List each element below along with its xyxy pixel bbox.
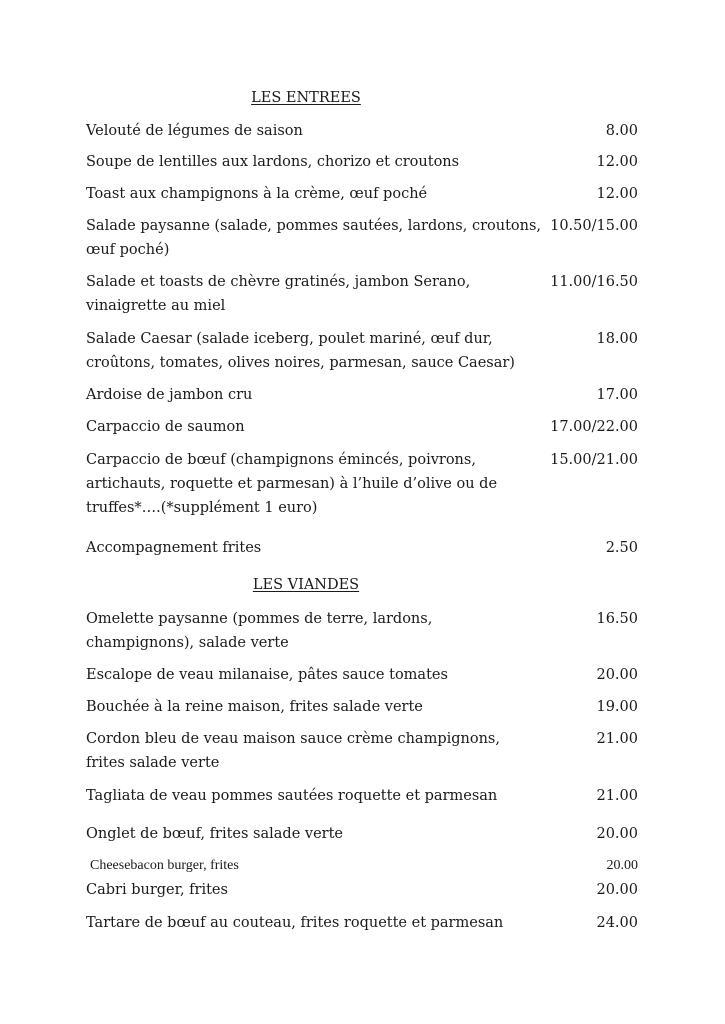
section-title-viandes: LES VIANDES bbox=[252, 577, 360, 593]
menu-item-price: 17.00/22.00 bbox=[550, 419, 638, 435]
menu-item-price: 8.00 bbox=[605, 123, 638, 139]
menu-item-name: Escalope de veau milanaise, pâtes sauce tomates bbox=[86, 667, 448, 683]
menu-item-name: Omelette paysanne (pommes de terre, lardons, champignons), salade verte bbox=[86, 611, 433, 651]
menu-item-price: 21.00 bbox=[596, 788, 638, 804]
menu-item-price: 15.00/21.00 bbox=[550, 452, 638, 468]
menu-item-price: 11.00/16.50 bbox=[550, 274, 638, 290]
menu-item-name: Salade Caesar (salade iceberg, poulet mariné, œuf dur, croûtons, tomates, olives noires, parmesan, sauce Caesar) bbox=[86, 331, 515, 371]
menu-item-name: Toast aux champignons à la crème, œuf poché bbox=[86, 186, 428, 202]
menu-item-price: 21.00 bbox=[596, 731, 638, 747]
menu-item-price: 16.50 bbox=[596, 611, 638, 627]
menu-item-name: Ardoise de jambon cru bbox=[86, 387, 253, 403]
menu-item-price: 18.00 bbox=[596, 331, 638, 347]
menu-item-name: Tartare de bœuf au couteau, frites roquette et parmesan bbox=[86, 915, 504, 931]
menu-item-name: Tagliata de veau pommes sautées roquette et parmesan bbox=[86, 788, 498, 804]
menu-item-price: 17.00 bbox=[596, 387, 638, 403]
menu-item-price: 12.00 bbox=[596, 186, 638, 202]
menu-item-name: Cordon bleu de veau maison sauce crème champignons, frites salade verte bbox=[86, 731, 500, 771]
menu-item-name: Carpaccio de saumon bbox=[86, 419, 245, 435]
menu-item-price: 2.50 bbox=[605, 540, 638, 556]
menu-item-name: Cabri burger, frites bbox=[86, 882, 228, 898]
menu-item-name: Cheesebacon burger, frites bbox=[90, 858, 239, 873]
menu-item-price: 20.00 bbox=[596, 882, 638, 898]
section-title-entrees: LES ENTREES bbox=[251, 90, 361, 106]
menu-item-name: Carpaccio de bœuf (champignons émincés, poivrons, artichauts, roquette et parmesan) à l’huile d’olive ou de truffes*….(*supplément 1 euro) bbox=[86, 452, 498, 516]
menu-item-name: Velouté de légumes de saison bbox=[86, 123, 303, 139]
menu-item-price: 20.00 bbox=[606, 858, 638, 873]
menu-item-price: 19.00 bbox=[596, 699, 638, 715]
menu-item-price: 20.00 bbox=[596, 667, 638, 683]
menu-item-name: Salade paysanne (salade, pommes sautées, lardons, croutons, œuf poché) bbox=[86, 218, 542, 258]
menu-item-name: Salade et toasts de chèvre gratinés, jambon Serano, vinaigrette au miel bbox=[86, 274, 471, 314]
menu-item-price: 24.00 bbox=[596, 915, 638, 931]
menu-item-name: Onglet de bœuf, frites salade verte bbox=[86, 826, 344, 842]
menu-item-price: 10.50/15.00 bbox=[550, 218, 638, 234]
menu-item-price: 20.00 bbox=[596, 826, 638, 842]
menu-item-name: Accompagnement frites bbox=[86, 540, 262, 556]
menu-item-name: Soupe de lentilles aux lardons, chorizo et croutons bbox=[86, 154, 460, 170]
menu-item-name: Bouchée à la reine maison, frites salade verte bbox=[86, 699, 423, 715]
menu-item-price: 12.00 bbox=[596, 154, 638, 170]
